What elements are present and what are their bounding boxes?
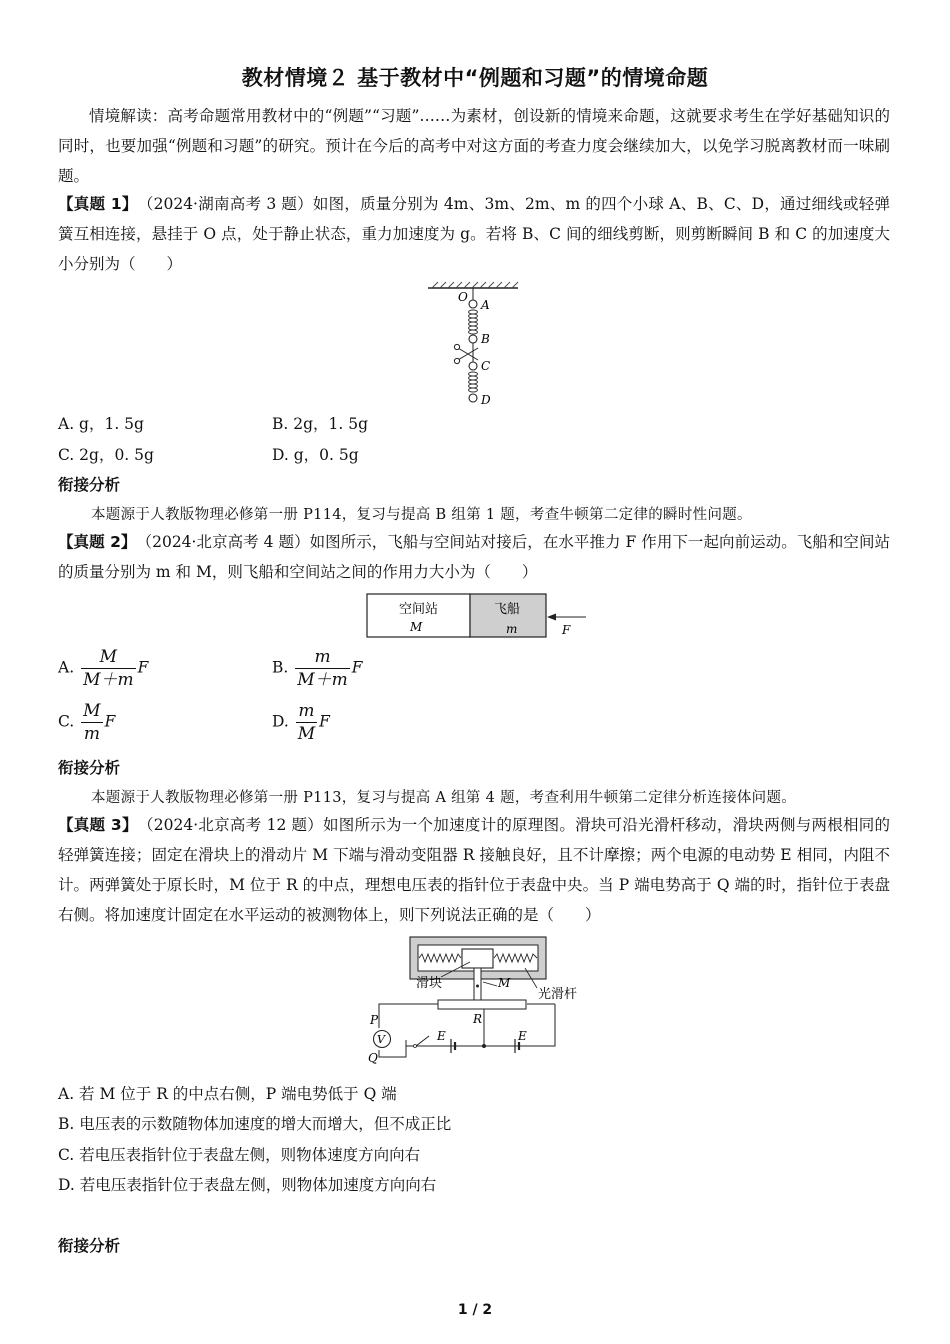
page-title: 教材情境２ 基于教材中“例题和习题”的情境命题	[241, 66, 709, 90]
voltmeter-label: V	[377, 1033, 385, 1046]
station-label: 空间站	[399, 602, 439, 617]
q1-option-d: D. g，0. 5g	[272, 446, 359, 464]
q3-option-c: C. 若电压表指针位于表盘左侧，则物体速度方向向右	[58, 1146, 421, 1164]
fraction: $\frac{m}{M+m}$	[297, 647, 348, 690]
spacecraft-figure	[366, 593, 588, 639]
intro-paragraph: 情境解读：高考命题常用教材中的“例题”“习题”……为素材，创设新的情境来命题，这就要求考生在学好基础知识的同时，也要加强“例题和习题”的研究。预计在今后的高考中对这方面的考查力度会继续加大，以免学习脱离教材而一味刷题。	[58, 107, 890, 185]
q3-analysis-head: 衔接分析	[58, 1237, 121, 1255]
spring-balls-figure	[420, 282, 530, 412]
q1-option-a: A. g，1. 5g	[58, 415, 144, 433]
m-label: M	[498, 976, 511, 990]
force-label: F	[562, 623, 571, 637]
question-2-head: 【真题 2】	[58, 533, 129, 551]
question-2-text: （2024·北京高考 4 题）如图所示，飞船与空间站对接后，在水平推力 F 作用下一起向前运动。飞船和空间站的质量分别为 m 和 M，则飞船和空间站之间的作用力大小为（ ）	[58, 533, 891, 581]
label-a: A	[481, 298, 490, 312]
q2-option-c: C. $\frac{M}{m}$ F	[58, 701, 116, 744]
label-d: D	[481, 393, 491, 407]
page-number: 1 / 2	[457, 1302, 493, 1318]
label-c: C	[481, 359, 491, 373]
q1-option-c: C. 2g，0. 5g	[58, 446, 154, 464]
q2-option-d: D. $\frac{m}{M}$ F	[272, 701, 330, 744]
question-3	[58, 810, 890, 930]
p-label: P	[370, 1013, 379, 1027]
q1-option-b: B. 2g，1. 5g	[272, 415, 369, 433]
label-o: O	[458, 290, 468, 304]
question-1-text: （2024·湖南高考 3 题）如图，质量分别为 4m、3m、2m、m 的四个小球 A、B、C、D，通过细线或轻弹簧互相连接，悬挂于 O 点，处于静止状态，重力加速度为 g。若将 B、C 间的细线剪断，则剪断瞬间 B 和 C 的加速度大小分别为（ ）	[58, 195, 890, 273]
q1-analysis-text: 本题源于人教版物理必修第一册 P114，复习与提高 B 组第 1 题，考查牛顿第二定律的瞬时性问题。	[91, 507, 752, 523]
question-2	[58, 527, 890, 587]
q3-option-b: B. 电压表的示数随物体加速度的增大而增大，但不成正比	[58, 1115, 452, 1133]
q3-option-d: D. 若电压表指针位于表盘左侧，则物体加速度方向向右	[58, 1176, 437, 1194]
q-label: Q	[368, 1051, 378, 1065]
slider-label: 滑块	[416, 976, 443, 991]
label-b: B	[481, 332, 490, 346]
question-1	[58, 189, 890, 279]
fraction: $\frac{m}{M}$	[297, 701, 316, 744]
ship-mass-label: m	[506, 622, 518, 636]
rod-label: 光滑杆	[538, 987, 578, 1002]
accelerometer-figure	[362, 936, 592, 1064]
question-1-head: 【真题 1】	[58, 195, 130, 213]
r-label: R	[473, 1012, 483, 1026]
fraction: $\frac{M}{m}$	[83, 701, 101, 744]
q2-option-a: A. $\frac{M}{M+m}$ F	[58, 647, 149, 690]
q2-analysis-head: 衔接分析	[58, 759, 121, 777]
question-3-head: 【真题 3】	[58, 816, 130, 834]
ship-label: 飞船	[494, 602, 521, 617]
e2-label: E	[518, 1029, 527, 1043]
question-3-text: （2024·北京高考 12 题）如图所示为一个加速度计的原理图。滑块可沿光滑杆移动，滑块两侧与两根相同的轻弹簧连接；固定在滑块上的滑动片 M 下端与滑动变阻器 R 接触良好，且不计摩擦；两个电源的电动势 E 相同，内阻不计。两弹簧处于原长时，M 位于 R 的中点，理想电压表的指针位于表盘中央。当 P 端电势高于 Q 端的时，指针位于表盘右侧。将加速度计固定在水平运动的被测物体上，则下列说法正确的是（ ）	[58, 816, 890, 924]
q2-analysis-text: 本题源于人教版物理必修第一册 P113，复习与提高 A 组第 4 题，考查利用牛顿第二定律分析连接体问题。	[91, 790, 797, 806]
q1-analysis-head: 衔接分析	[58, 476, 121, 494]
q3-option-a: A. 若 M 位于 R 的中点右侧，P 端电势低于 Q 端	[58, 1085, 397, 1103]
fraction: $\frac{M}{M+m}$	[83, 647, 134, 690]
e1-label: E	[437, 1029, 446, 1043]
station-mass-label: M	[410, 620, 423, 634]
q2-option-b: B. $\frac{m}{M+m}$ F	[272, 647, 363, 690]
